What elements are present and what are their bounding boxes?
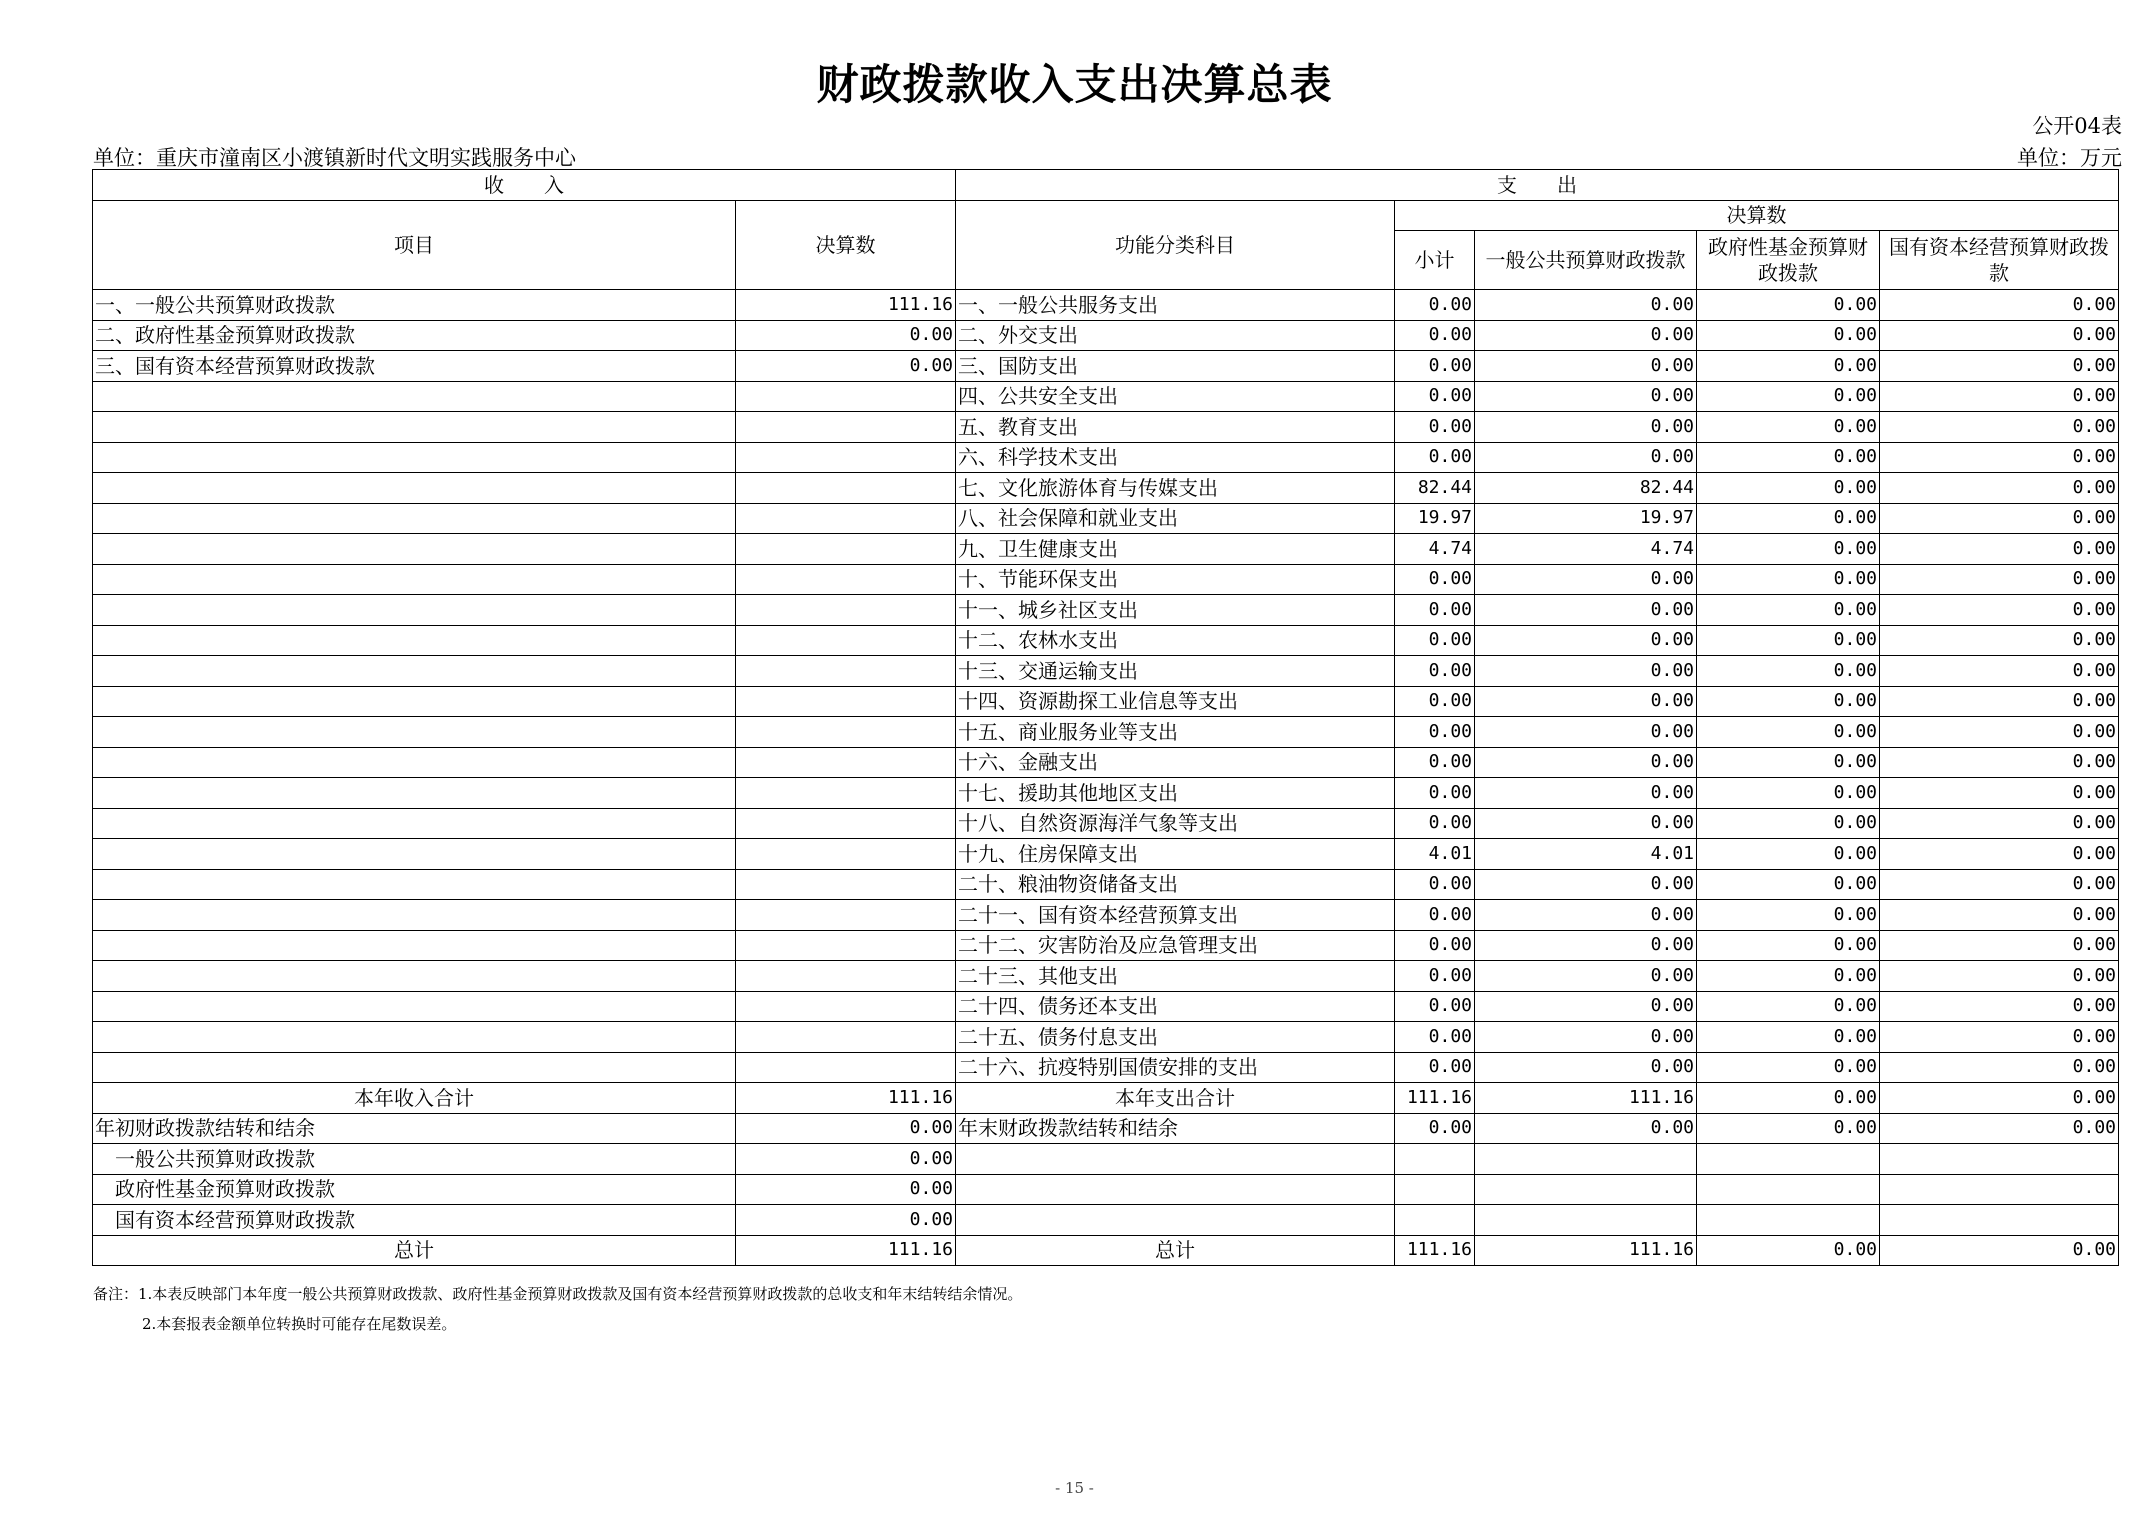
state-capital-cell: 0.00 — [1880, 961, 2119, 992]
state-capital-cell: 0.00 — [1880, 1022, 2119, 1053]
general-budget-cell: 0.00 — [1475, 717, 1697, 748]
expense-category-cell: 二、外交支出 — [956, 320, 1395, 351]
expense-category-cell: 四、公共安全支出 — [956, 381, 1395, 412]
general-budget-cell: 111.16 — [1475, 1235, 1697, 1266]
table-row — [93, 1052, 2119, 1083]
table-row — [93, 961, 2119, 992]
table-row — [93, 351, 2119, 382]
income-item-cell: 政府性基金预算财政拨款 — [93, 1174, 736, 1205]
gov-fund-cell: 0.00 — [1697, 595, 1880, 626]
income-item-cell — [93, 839, 736, 870]
unit-currency: 单位：万元 — [2017, 146, 2122, 170]
expense-category-cell: 八、社会保障和就业支出 — [956, 503, 1395, 534]
gov-fund-header: 政府性基金预算财政拨款 — [1697, 231, 1880, 290]
subtotal-cell: 0.00 — [1395, 381, 1475, 412]
state-capital-cell: 0.00 — [1880, 900, 2119, 931]
empty-cell — [1880, 1174, 2119, 1205]
table-row — [93, 290, 2119, 321]
table-row — [93, 534, 2119, 565]
income-amount-cell: 0.00 — [736, 1205, 956, 1236]
empty-cell — [1880, 1144, 2119, 1175]
subtotal-cell: 0.00 — [1395, 351, 1475, 382]
income-amount-cell — [736, 1052, 956, 1083]
table-row — [93, 381, 2119, 412]
state-capital-cell: 0.00 — [1880, 625, 2119, 656]
state-capital-cell: 0.00 — [1880, 717, 2119, 748]
general-budget-cell: 0.00 — [1475, 564, 1697, 595]
income-amount-cell — [736, 961, 956, 992]
carry-over-row — [93, 1113, 2119, 1144]
function-category-header: 功能分类科目 — [956, 200, 1395, 290]
state-capital-cell: 0.00 — [1880, 656, 2119, 687]
gov-fund-cell: 0.00 — [1697, 900, 1880, 931]
general-budget-cell: 0.00 — [1475, 290, 1697, 321]
table-row — [93, 320, 2119, 351]
expense-category-cell: 十八、自然资源海洋气象等支出 — [956, 808, 1395, 839]
general-budget-cell: 82.44 — [1475, 473, 1697, 504]
income-amount-cell: 0.00 — [736, 320, 956, 351]
income-item-cell — [93, 1022, 736, 1053]
general-budget-cell: 111.16 — [1475, 1083, 1697, 1114]
subtotal-cell: 4.01 — [1395, 839, 1475, 870]
general-budget-cell: 0.00 — [1475, 778, 1697, 809]
income-amount-cell — [736, 747, 956, 778]
state-capital-cell: 0.00 — [1880, 1113, 2119, 1144]
income-item-cell — [93, 747, 736, 778]
general-budget-cell: 0.00 — [1475, 320, 1697, 351]
income-amount-cell: 0.00 — [736, 1144, 956, 1175]
income-amount-cell: 111.16 — [736, 290, 956, 321]
income-item-cell — [93, 991, 736, 1022]
carry-sub-row — [93, 1205, 2119, 1236]
expense-category-cell: 二十五、债务付息支出 — [956, 1022, 1395, 1053]
gov-fund-cell: 0.00 — [1697, 656, 1880, 687]
subtotal-cell: 0.00 — [1395, 778, 1475, 809]
expense-header: 支 出 — [956, 170, 2119, 201]
income-item-cell — [93, 1052, 736, 1083]
income-amount-cell — [736, 1022, 956, 1053]
income-item-cell: 三、国有资本经营预算财政拨款 — [93, 351, 736, 382]
empty-cell — [1395, 1174, 1475, 1205]
state-capital-cell: 0.00 — [1880, 320, 2119, 351]
subtotal-cell: 0.00 — [1395, 595, 1475, 626]
subtotal-cell: 0.00 — [1395, 686, 1475, 717]
final-amount-header: 决算数 — [736, 200, 956, 290]
fiscal-summary-table — [92, 169, 2119, 1266]
state-capital-cell: 0.00 — [1880, 686, 2119, 717]
table-row — [93, 747, 2119, 778]
income-item-cell: 二、政府性基金预算财政拨款 — [93, 320, 736, 351]
subtotal-cell: 0.00 — [1395, 900, 1475, 931]
general-budget-cell: 0.00 — [1475, 625, 1697, 656]
empty-cell — [1697, 1174, 1880, 1205]
note-2: 2.本套报表金额单位转换时可能存在尾数误差。 — [142, 1315, 457, 1333]
subtotal-cell: 0.00 — [1395, 625, 1475, 656]
subtotal-cell: 0.00 — [1395, 961, 1475, 992]
gov-fund-cell: 0.00 — [1697, 930, 1880, 961]
income-item-cell — [93, 778, 736, 809]
state-capital-cell: 0.00 — [1880, 1083, 2119, 1114]
carry-sub-row — [93, 1144, 2119, 1175]
income-amount-cell: 0.00 — [736, 1174, 956, 1205]
general-budget-cell: 0.00 — [1475, 808, 1697, 839]
table-row — [93, 900, 2119, 931]
income-amount-cell — [736, 625, 956, 656]
income-item-cell — [93, 625, 736, 656]
gov-fund-cell: 0.00 — [1697, 991, 1880, 1022]
general-budget-cell: 0.00 — [1475, 656, 1697, 687]
unit-organization: 单位：重庆市潼南区小渡镇新时代文明实践服务中心 — [93, 146, 576, 170]
state-capital-header: 国有资本经营预算财政拨款 — [1880, 231, 2119, 290]
expense-category-cell: 九、卫生健康支出 — [956, 534, 1395, 565]
income-item-cell: 一、一般公共预算财政拨款 — [93, 290, 736, 321]
note-1: 备注：1.本表反映部门本年度一般公共预算财政拨款、政府性基金预算财政拨款及国有资本经营预算财政拨款的总收支和年末结转结余情况。 — [93, 1285, 1023, 1303]
table-row — [93, 595, 2119, 626]
general-budget-header: 一般公共预算财政拨款 — [1475, 231, 1697, 290]
income-amount-cell — [736, 381, 956, 412]
income-item-cell: 国有资本经营预算财政拨款 — [93, 1205, 736, 1236]
expense-category-cell: 年末财政拨款结转和结余 — [956, 1113, 1395, 1144]
gov-fund-cell: 0.00 — [1697, 1235, 1880, 1266]
income-amount-cell — [736, 595, 956, 626]
general-budget-cell: 0.00 — [1475, 1113, 1697, 1144]
income-item-cell — [93, 900, 736, 931]
table-row — [93, 808, 2119, 839]
table-row — [93, 717, 2119, 748]
expense-category-cell: 十一、城乡社区支出 — [956, 595, 1395, 626]
income-item-cell: 总计 — [93, 1235, 736, 1266]
general-budget-cell: 0.00 — [1475, 1052, 1697, 1083]
expense-category-cell: 二十三、其他支出 — [956, 961, 1395, 992]
state-capital-cell: 0.00 — [1880, 1235, 2119, 1266]
state-capital-cell: 0.00 — [1880, 1052, 2119, 1083]
income-item-cell — [93, 412, 736, 443]
general-budget-cell: 0.00 — [1475, 412, 1697, 443]
item-header: 项目 — [93, 200, 736, 290]
expense-category-cell: 二十四、债务还本支出 — [956, 991, 1395, 1022]
table-row — [93, 991, 2119, 1022]
empty-cell — [1880, 1205, 2119, 1236]
state-capital-cell: 0.00 — [1880, 381, 2119, 412]
expense-category-cell: 十二、农林水支出 — [956, 625, 1395, 656]
final-group-header: 决算数 — [1395, 200, 2119, 231]
table-row — [93, 503, 2119, 534]
general-budget-cell: 0.00 — [1475, 930, 1697, 961]
table-row — [93, 1022, 2119, 1053]
empty-cell — [1475, 1205, 1697, 1236]
gov-fund-cell: 0.00 — [1697, 1113, 1880, 1144]
gov-fund-cell: 0.00 — [1697, 1022, 1880, 1053]
subtotal-cell: 111.16 — [1395, 1083, 1475, 1114]
general-budget-cell: 0.00 — [1475, 900, 1697, 931]
table-row — [93, 564, 2119, 595]
form-number: 公开04表 — [2032, 114, 2122, 138]
expense-category-cell: 十四、资源勘探工业信息等支出 — [956, 686, 1395, 717]
table-row — [93, 656, 2119, 687]
subtotal-cell: 0.00 — [1395, 564, 1475, 595]
general-budget-cell: 4.01 — [1475, 839, 1697, 870]
subtotal-cell: 0.00 — [1395, 320, 1475, 351]
income-amount-cell — [736, 534, 956, 565]
income-item-cell: 本年收入合计 — [93, 1083, 736, 1114]
general-budget-cell: 0.00 — [1475, 961, 1697, 992]
state-capital-cell: 0.00 — [1880, 442, 2119, 473]
income-amount-cell: 0.00 — [736, 1113, 956, 1144]
year-total-row — [93, 1083, 2119, 1114]
empty-cell — [1395, 1205, 1475, 1236]
page-title: 财政拨款收入支出决算总表 — [816, 60, 1333, 109]
income-item-cell — [93, 534, 736, 565]
income-item-cell — [93, 473, 736, 504]
income-item-cell — [93, 686, 736, 717]
state-capital-cell: 0.00 — [1880, 412, 2119, 443]
table-row — [93, 412, 2119, 443]
table-row — [93, 442, 2119, 473]
subtotal-header: 小计 — [1395, 231, 1475, 290]
gov-fund-cell: 0.00 — [1697, 442, 1880, 473]
gov-fund-cell: 0.00 — [1697, 778, 1880, 809]
gov-fund-cell: 0.00 — [1697, 564, 1880, 595]
gov-fund-cell: 0.00 — [1697, 503, 1880, 534]
expense-category-cell: 十七、援助其他地区支出 — [956, 778, 1395, 809]
general-budget-cell: 0.00 — [1475, 1022, 1697, 1053]
general-budget-cell: 0.00 — [1475, 991, 1697, 1022]
table-row — [93, 625, 2119, 656]
expense-category-cell: 十三、交通运输支出 — [956, 656, 1395, 687]
subtotal-cell: 0.00 — [1395, 869, 1475, 900]
subtotal-cell: 0.00 — [1395, 717, 1475, 748]
gov-fund-cell: 0.00 — [1697, 1083, 1880, 1114]
income-amount-cell: 111.16 — [736, 1235, 956, 1266]
income-amount-cell — [736, 656, 956, 687]
income-item-cell — [93, 595, 736, 626]
gov-fund-cell: 0.00 — [1697, 625, 1880, 656]
header-row-mid — [93, 200, 2119, 231]
expense-category-cell: 六、科学技术支出 — [956, 442, 1395, 473]
empty-cell — [1697, 1205, 1880, 1236]
gov-fund-cell: 0.00 — [1697, 351, 1880, 382]
general-budget-cell: 0.00 — [1475, 686, 1697, 717]
income-amount-cell — [736, 900, 956, 931]
state-capital-cell: 0.00 — [1880, 503, 2119, 534]
expense-category-cell: 总计 — [956, 1235, 1395, 1266]
gov-fund-cell: 0.00 — [1697, 869, 1880, 900]
income-item-cell — [93, 564, 736, 595]
subtotal-cell: 4.74 — [1395, 534, 1475, 565]
gov-fund-cell: 0.00 — [1697, 381, 1880, 412]
income-amount-cell — [736, 930, 956, 961]
income-item-cell — [93, 961, 736, 992]
state-capital-cell: 0.00 — [1880, 747, 2119, 778]
income-amount-cell — [736, 503, 956, 534]
income-amount-cell: 0.00 — [736, 351, 956, 382]
expense-category-cell: 二十六、抗疫特别国债安排的支出 — [956, 1052, 1395, 1083]
empty-cell — [1475, 1174, 1697, 1205]
income-amount-cell — [736, 412, 956, 443]
income-item-cell: 一般公共预算财政拨款 — [93, 1144, 736, 1175]
subtotal-cell: 0.00 — [1395, 991, 1475, 1022]
expense-category-cell: 三、国防支出 — [956, 351, 1395, 382]
income-amount-cell — [736, 442, 956, 473]
income-item-cell — [93, 442, 736, 473]
gov-fund-cell: 0.00 — [1697, 808, 1880, 839]
expense-category-cell: 一、一般公共服务支出 — [956, 290, 1395, 321]
empty-cell — [1395, 1144, 1475, 1175]
carry-sub-row — [93, 1174, 2119, 1205]
gov-fund-cell: 0.00 — [1697, 534, 1880, 565]
subtotal-cell: 0.00 — [1395, 442, 1475, 473]
income-amount-cell — [736, 564, 956, 595]
subtotal-cell: 0.00 — [1395, 1022, 1475, 1053]
income-amount-cell — [736, 808, 956, 839]
gov-fund-cell: 0.00 — [1697, 290, 1880, 321]
state-capital-cell: 0.00 — [1880, 534, 2119, 565]
header-row-top — [93, 170, 2119, 201]
expense-category-cell: 二十二、灾害防治及应急管理支出 — [956, 930, 1395, 961]
income-amount-cell — [736, 991, 956, 1022]
expense-category-cell: 十五、商业服务业等支出 — [956, 717, 1395, 748]
gov-fund-cell: 0.00 — [1697, 717, 1880, 748]
expense-category-cell: 五、教育支出 — [956, 412, 1395, 443]
subtotal-cell: 0.00 — [1395, 1052, 1475, 1083]
state-capital-cell: 0.00 — [1880, 564, 2119, 595]
empty-cell — [956, 1174, 1395, 1205]
table-row — [93, 869, 2119, 900]
subtotal-cell: 0.00 — [1395, 747, 1475, 778]
empty-cell — [1475, 1144, 1697, 1175]
general-budget-cell: 0.00 — [1475, 595, 1697, 626]
state-capital-cell: 0.00 — [1880, 839, 2119, 870]
state-capital-cell: 0.00 — [1880, 869, 2119, 900]
general-budget-cell: 19.97 — [1475, 503, 1697, 534]
subtotal-cell: 0.00 — [1395, 290, 1475, 321]
state-capital-cell: 0.00 — [1880, 351, 2119, 382]
subtotal-cell: 0.00 — [1395, 930, 1475, 961]
expense-category-cell: 二十、粮油物资储备支出 — [956, 869, 1395, 900]
gov-fund-cell: 0.00 — [1697, 839, 1880, 870]
income-item-cell — [93, 717, 736, 748]
expense-category-cell: 十六、金融支出 — [956, 747, 1395, 778]
subtotal-cell: 0.00 — [1395, 412, 1475, 443]
state-capital-cell: 0.00 — [1880, 473, 2119, 504]
income-amount-cell — [736, 778, 956, 809]
gov-fund-cell: 0.00 — [1697, 1052, 1880, 1083]
income-amount-cell: 111.16 — [736, 1083, 956, 1114]
expense-category-cell: 十、节能环保支出 — [956, 564, 1395, 595]
subtotal-cell: 0.00 — [1395, 656, 1475, 687]
expense-category-cell: 二十一、国有资本经营预算支出 — [956, 900, 1395, 931]
grand-total-row — [93, 1235, 2119, 1266]
income-item-cell — [93, 930, 736, 961]
general-budget-cell: 4.74 — [1475, 534, 1697, 565]
gov-fund-cell: 0.00 — [1697, 320, 1880, 351]
table-row — [93, 473, 2119, 504]
income-item-cell — [93, 869, 736, 900]
gov-fund-cell: 0.00 — [1697, 747, 1880, 778]
income-amount-cell — [736, 717, 956, 748]
general-budget-cell: 0.00 — [1475, 381, 1697, 412]
state-capital-cell: 0.00 — [1880, 930, 2119, 961]
general-budget-cell: 0.00 — [1475, 747, 1697, 778]
expense-category-cell: 本年支出合计 — [956, 1083, 1395, 1114]
subtotal-cell: 0.00 — [1395, 808, 1475, 839]
subtotal-cell: 0.00 — [1395, 1113, 1475, 1144]
income-amount-cell — [736, 686, 956, 717]
income-header: 收 入 — [93, 170, 956, 201]
state-capital-cell: 0.00 — [1880, 991, 2119, 1022]
subtotal-cell: 111.16 — [1395, 1235, 1475, 1266]
general-budget-cell: 0.00 — [1475, 351, 1697, 382]
subtotal-cell: 82.44 — [1395, 473, 1475, 504]
general-budget-cell: 0.00 — [1475, 869, 1697, 900]
page-number: - 15 - — [1055, 1479, 1094, 1497]
table-row — [93, 686, 2119, 717]
income-amount-cell — [736, 839, 956, 870]
table-row — [93, 930, 2119, 961]
expense-category-cell: 七、文化旅游体育与传媒支出 — [956, 473, 1395, 504]
income-amount-cell — [736, 473, 956, 504]
empty-cell — [956, 1205, 1395, 1236]
income-item-cell — [93, 808, 736, 839]
state-capital-cell: 0.00 — [1880, 808, 2119, 839]
income-item-cell — [93, 381, 736, 412]
subtotal-cell: 19.97 — [1395, 503, 1475, 534]
general-budget-cell: 0.00 — [1475, 442, 1697, 473]
income-item-cell: 年初财政拨款结转和结余 — [93, 1113, 736, 1144]
state-capital-cell: 0.00 — [1880, 290, 2119, 321]
income-item-cell — [93, 656, 736, 687]
state-capital-cell: 0.00 — [1880, 778, 2119, 809]
income-amount-cell — [736, 869, 956, 900]
gov-fund-cell: 0.00 — [1697, 686, 1880, 717]
income-item-cell — [93, 503, 736, 534]
empty-cell — [1697, 1144, 1880, 1175]
table-row — [93, 839, 2119, 870]
gov-fund-cell: 0.00 — [1697, 473, 1880, 504]
gov-fund-cell: 0.00 — [1697, 412, 1880, 443]
state-capital-cell: 0.00 — [1880, 595, 2119, 626]
expense-category-cell: 十九、住房保障支出 — [956, 839, 1395, 870]
table-row — [93, 778, 2119, 809]
empty-cell — [956, 1144, 1395, 1175]
gov-fund-cell: 0.00 — [1697, 961, 1880, 992]
